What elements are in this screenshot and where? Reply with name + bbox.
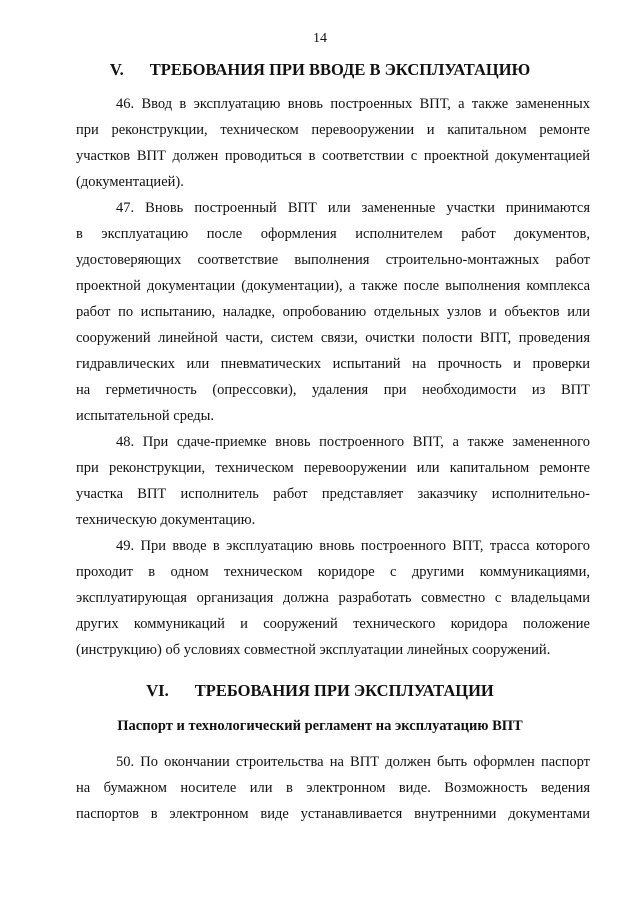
- text-line: работ по испытанию, наладке, опробованию отдельных узлов и объектов или: [76, 304, 590, 320]
- text-line: испытательной среды.: [76, 408, 214, 424]
- subsection-heading: Паспорт и технологический регламент на эксплуатацию ВПТ: [117, 718, 523, 734]
- section-heading-vi: [0, 681, 640, 701]
- text-line: на бумажном носителе или в электронном виде. Возможность ведения: [76, 780, 590, 796]
- text-line: при реконструкции, техническом перевооружении или капитальном ремонте: [76, 460, 590, 476]
- text-line: эксплуатирующая организация должна разработать совместно с владельцами: [76, 590, 590, 606]
- section-heading-v: [0, 60, 640, 80]
- page-number: 14: [313, 31, 327, 46]
- text-line: паспортов в электронном виде устанавливается внутренними документами: [76, 806, 590, 822]
- text-line: проектной документации (документации), а также после выполнения комплекса: [76, 278, 590, 294]
- text-line: 46. Ввод в эксплуатацию вновь построенных ВПТ, а также замененных: [116, 96, 590, 112]
- section-number: V.: [109, 60, 124, 79]
- paragraph-49: [76, 533, 590, 663]
- text-line: на герметичность (опрессовки), удаления при необходимости из ВПТ: [76, 382, 590, 398]
- text-line: других коммуникаций и сооружений технического коридора положение: [76, 616, 590, 632]
- paragraph-50: [76, 749, 590, 827]
- paragraph-48: [76, 429, 590, 533]
- text-line: (документацией).: [76, 174, 184, 190]
- text-line: удостоверяющих соответствие выполнения строительно-монтажных работ: [76, 252, 590, 268]
- text-line: 48. При сдаче-приемке вновь построенного ВПТ, а также замененного: [116, 434, 590, 450]
- text-line: участков ВПТ должен проводиться в соответствии с проектной документацией: [76, 148, 590, 164]
- section-title: ТРЕБОВАНИЯ ПРИ ЭКСПЛУАТАЦИИ: [194, 681, 494, 700]
- text-line: 50. По окончании строительства на ВПТ должен быть оформлен паспорт: [116, 754, 590, 770]
- text-line: 49. При вводе в эксплуатацию вновь построенного ВПТ, трасса которого: [116, 538, 590, 554]
- section-number: VI.: [146, 681, 169, 700]
- paragraph-47: [76, 195, 590, 429]
- text-line: в эксплуатацию после оформления исполнителем работ документов,: [76, 226, 590, 242]
- text-line: проходит в одном техническом коридоре с другими коммуникациями,: [76, 564, 590, 580]
- text-line: 47. Вновь построенный ВПТ или замененные участки принимаются: [116, 200, 590, 216]
- text-line: гидравлических или пневматических испытаний на прочность и проверки: [76, 356, 590, 372]
- section-title: ТРЕБОВАНИЯ ПРИ ВВОДЕ В ЭКСПЛУАТАЦИЮ: [149, 60, 531, 79]
- text-line: сооружений линейной части, систем связи, очистки полости ВПТ, проведения: [76, 330, 590, 346]
- text-line: (инструкцию) об условиях совместной эксплуатации линейных сооружений.: [76, 642, 551, 658]
- text-line: при реконструкции, техническом перевооружении и капитальном ремонте: [76, 122, 590, 138]
- text-line: техническую документацию.: [76, 512, 256, 528]
- text-line: участка ВПТ исполнитель работ представляет заказчику исполнительно-: [76, 486, 590, 502]
- paragraph-46: [76, 91, 590, 195]
